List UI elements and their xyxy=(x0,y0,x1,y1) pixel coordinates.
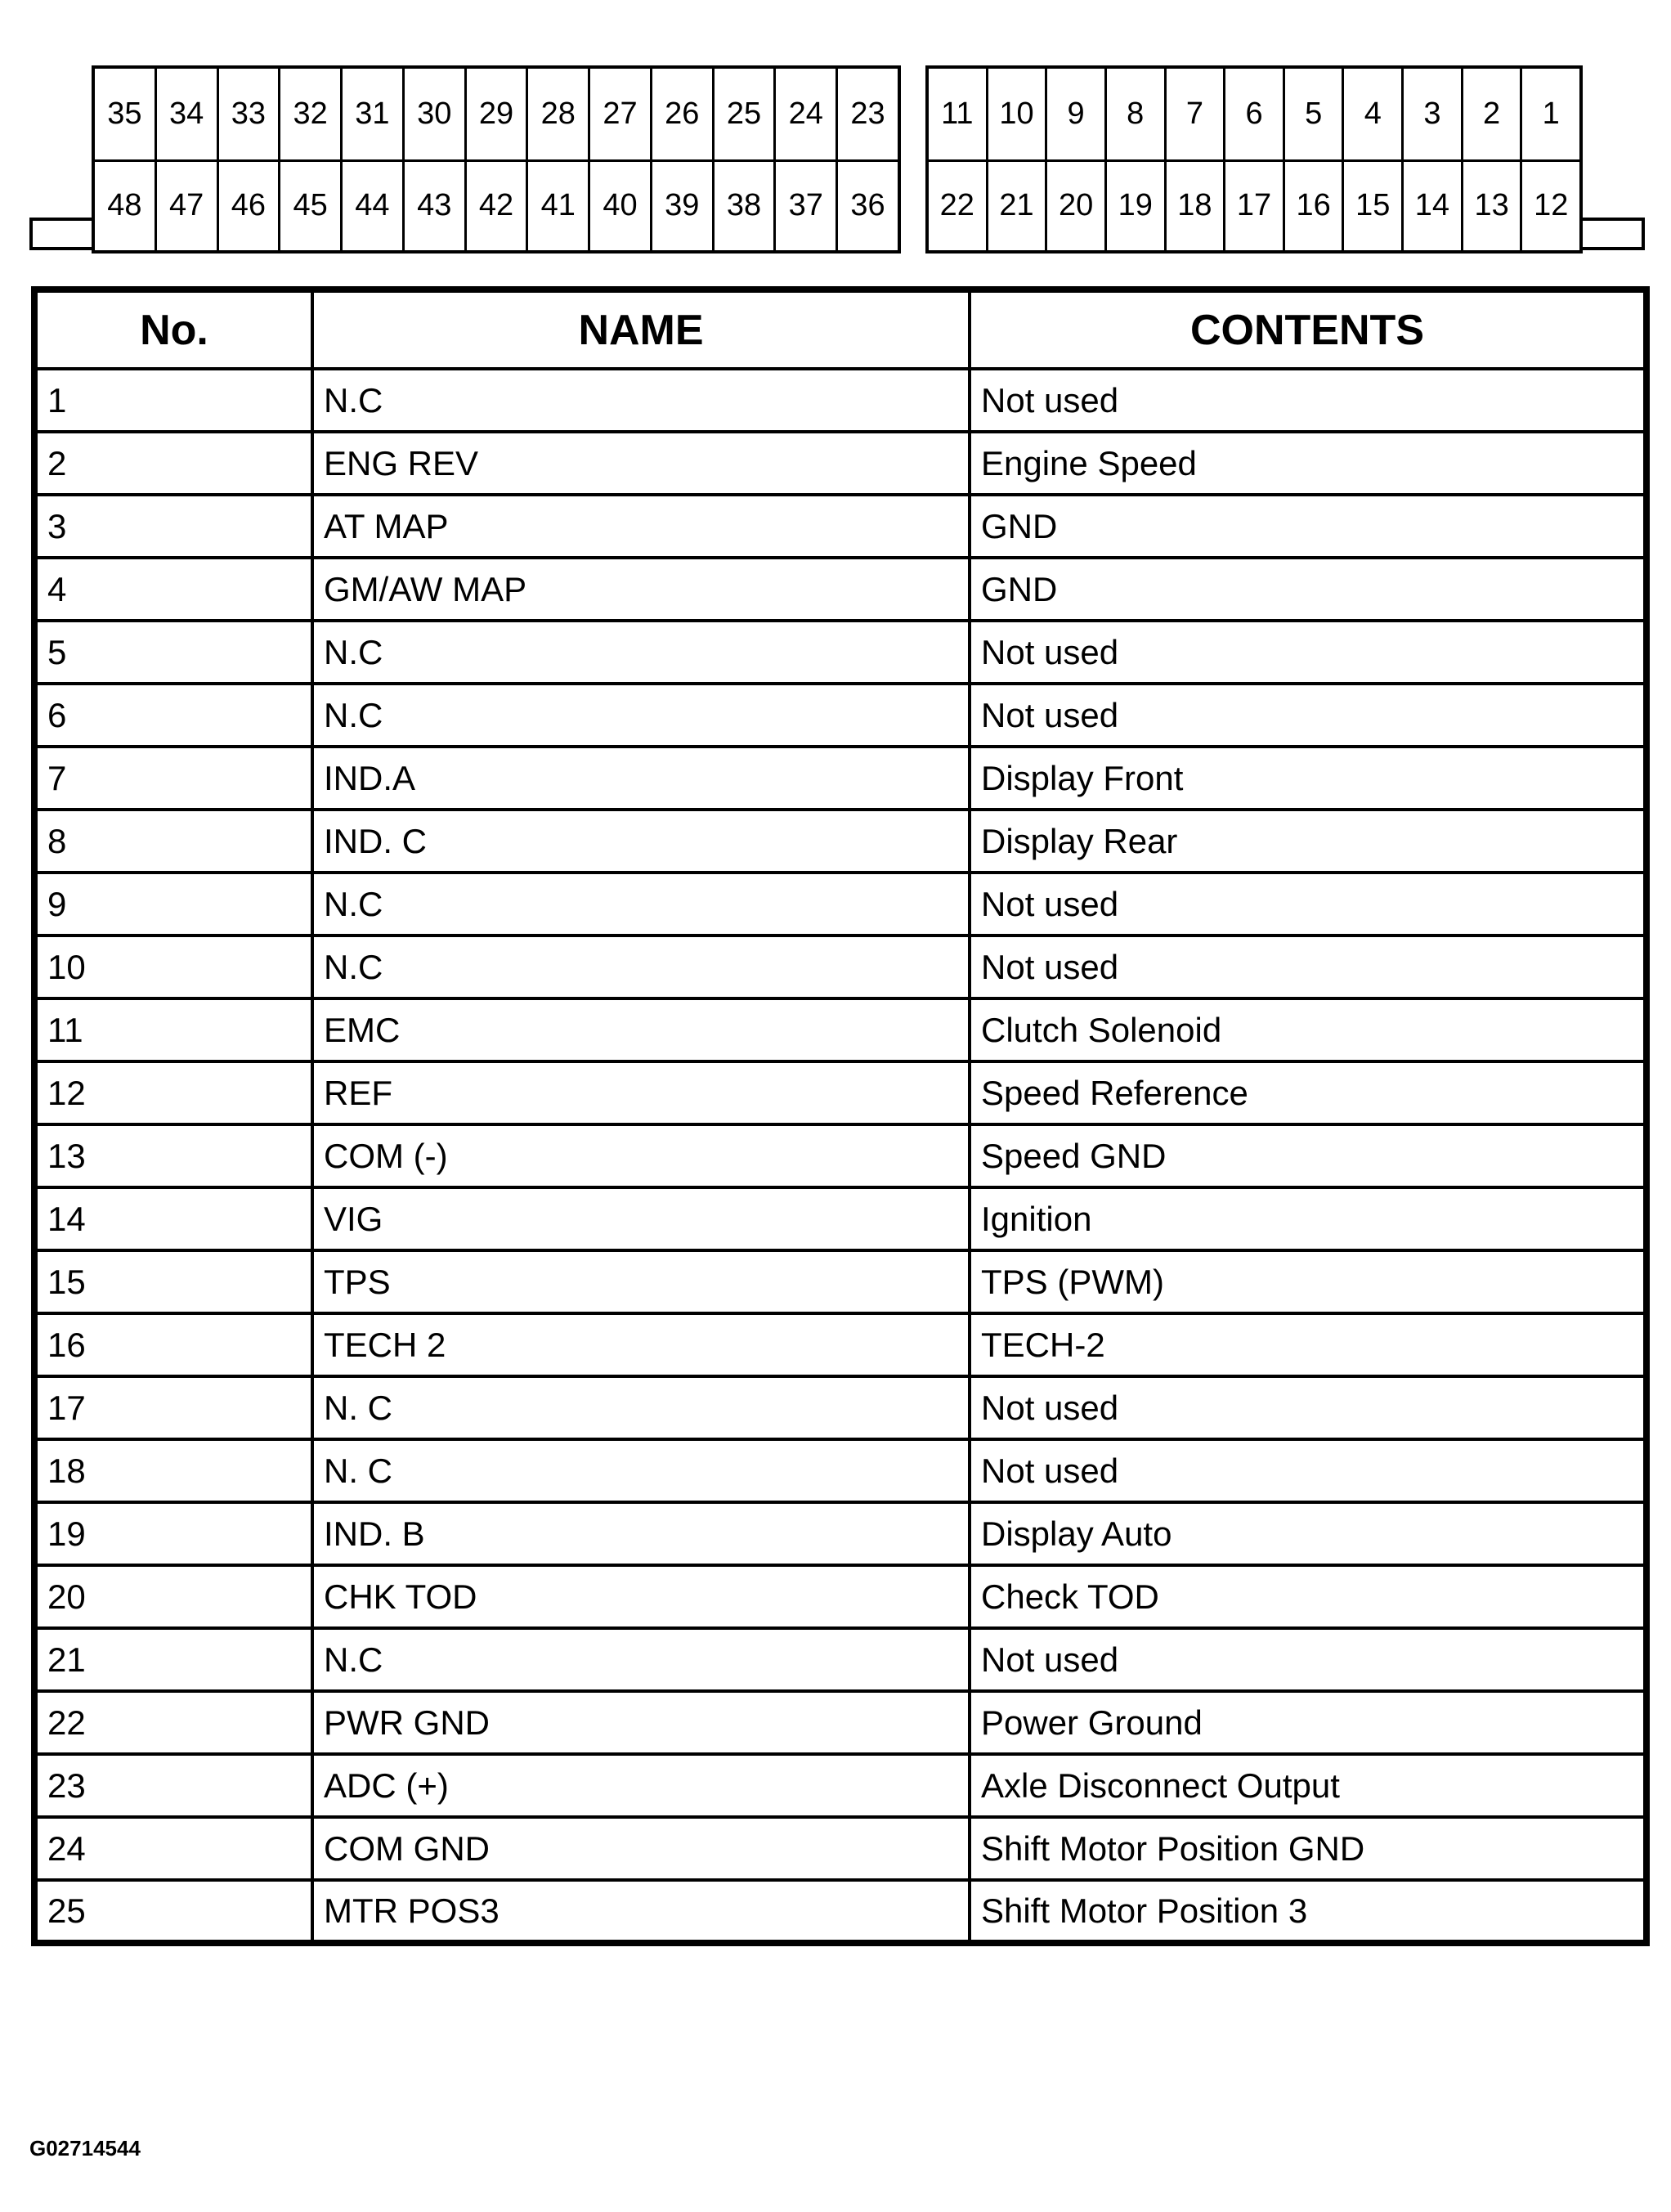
pin-name-cell: AT MAP xyxy=(312,495,970,558)
connector-diagram xyxy=(29,61,1645,265)
pin-name-cell: GM/AW MAP xyxy=(312,558,970,621)
connector-pin: 40 xyxy=(590,160,652,251)
pin-name-cell: N.C xyxy=(312,873,970,936)
pin-number-cell: 18 xyxy=(34,1439,312,1502)
pin-name-cell: ENG REV xyxy=(312,432,970,495)
pin-number-cell: 22 xyxy=(34,1691,312,1754)
connector-pin: 10 xyxy=(988,69,1048,159)
pin-contents-cell: Speed GND xyxy=(970,1124,1646,1187)
pin-contents-cell: Check TOD xyxy=(970,1565,1646,1628)
connector-pin: 39 xyxy=(652,160,715,251)
left-bottom-pin-row xyxy=(95,160,898,251)
connector-pin: 16 xyxy=(1285,160,1345,251)
header-contents: CONTENTS xyxy=(970,289,1646,369)
table-row xyxy=(34,747,1646,810)
connector-pin: 42 xyxy=(467,160,529,251)
pin-name-cell: COM GND xyxy=(312,1817,970,1880)
pin-number-cell: 1 xyxy=(34,369,312,432)
pin-number-cell: 23 xyxy=(34,1754,312,1817)
pin-number-cell: 16 xyxy=(34,1313,312,1376)
pin-name-cell: N. C xyxy=(312,1439,970,1502)
connector-right-block xyxy=(925,65,1583,254)
table-row xyxy=(34,1439,1646,1502)
connector-pin: 24 xyxy=(776,69,838,159)
pin-name-cell: TPS xyxy=(312,1250,970,1313)
connector-pin: 7 xyxy=(1167,69,1226,159)
pin-name-cell: TECH 2 xyxy=(312,1313,970,1376)
table-row xyxy=(34,1187,1646,1250)
pin-contents-cell: Ignition xyxy=(970,1187,1646,1250)
connector-right-latch xyxy=(1579,218,1645,250)
connector-pin: 45 xyxy=(280,160,343,251)
connector-pin: 15 xyxy=(1344,160,1404,251)
pin-contents-cell: Speed Reference xyxy=(970,1061,1646,1124)
pin-name-cell: N.C xyxy=(312,621,970,684)
table-row xyxy=(34,621,1646,684)
pin-number-cell: 10 xyxy=(34,936,312,998)
connector-pin: 41 xyxy=(528,160,590,251)
pin-number-cell: 5 xyxy=(34,621,312,684)
pin-name-cell: IND.A xyxy=(312,747,970,810)
connector-pin: 43 xyxy=(405,160,467,251)
pin-number-cell: 3 xyxy=(34,495,312,558)
pin-number-cell: 4 xyxy=(34,558,312,621)
table-row xyxy=(34,1061,1646,1124)
table-row xyxy=(34,1250,1646,1313)
connector-pin: 21 xyxy=(988,160,1048,251)
connector-pin: 1 xyxy=(1542,96,1560,131)
connector-pin: 37 xyxy=(776,160,838,251)
table-row xyxy=(34,1628,1646,1691)
connector-pin: 3 xyxy=(1404,69,1463,159)
table-row xyxy=(34,432,1646,495)
pin-number-cell: 14 xyxy=(34,1187,312,1250)
pin-number-cell: 15 xyxy=(34,1250,312,1313)
table-header-row xyxy=(34,289,1646,369)
pin-contents-cell: Power Ground xyxy=(970,1691,1646,1754)
pin-name-cell: PWR GND xyxy=(312,1691,970,1754)
pin-name-cell: ADC (+) xyxy=(312,1754,970,1817)
header-name: NAME xyxy=(312,289,970,369)
table-body xyxy=(34,369,1646,1943)
pin-contents-cell: Not used xyxy=(970,1439,1646,1502)
connector-pin: 44 xyxy=(343,160,405,251)
pin-contents-cell: Not used xyxy=(970,684,1646,747)
connector-pin: 9 xyxy=(1047,69,1107,159)
pin-contents-cell: Display Rear xyxy=(970,810,1646,873)
pin-contents-cell: Not used xyxy=(970,936,1646,998)
table-row xyxy=(34,1691,1646,1754)
pin-number-cell: 12 xyxy=(34,1061,312,1124)
connector-left-latch xyxy=(29,218,95,250)
pin-number-cell: 19 xyxy=(34,1502,312,1565)
pin-number-cell: 17 xyxy=(34,1376,312,1439)
right-top-pin-row xyxy=(929,69,1579,162)
table-row xyxy=(34,1502,1646,1565)
connector-pin: 27 xyxy=(590,69,652,159)
connector-pin: 20 xyxy=(1047,160,1107,251)
pin-contents-cell: Shift Motor Position GND xyxy=(970,1817,1646,1880)
connector-pin: 23 xyxy=(850,96,885,131)
pin-number-cell: 24 xyxy=(34,1817,312,1880)
pin-number-cell: 9 xyxy=(34,873,312,936)
connector-pin: 34 xyxy=(157,69,219,159)
left-top-pin-row xyxy=(95,69,898,162)
pin-contents-cell: Display Auto xyxy=(970,1502,1646,1565)
connector-pin: 29 xyxy=(467,69,529,159)
pin-number-cell: 6 xyxy=(34,684,312,747)
connector-pin: 19 xyxy=(1107,160,1167,251)
pin-number-cell: 13 xyxy=(34,1124,312,1187)
pin-contents-cell: GND xyxy=(970,495,1646,558)
pin-contents-cell: Not used xyxy=(970,1628,1646,1691)
pin-name-cell: IND. C xyxy=(312,810,970,873)
header-no: No. xyxy=(34,289,312,369)
connector-pin: 32 xyxy=(280,69,343,159)
pin-contents-cell: Not used xyxy=(970,621,1646,684)
connector-pin: 46 xyxy=(219,160,281,251)
pin-contents-cell: TECH-2 xyxy=(970,1313,1646,1376)
table-row xyxy=(34,810,1646,873)
table-row xyxy=(34,936,1646,998)
connector-left-block xyxy=(92,65,901,254)
right-bottom-pin-row xyxy=(929,160,1579,251)
pin-name-cell: CHK TOD xyxy=(312,1565,970,1628)
pin-contents-cell: Not used xyxy=(970,369,1646,432)
connector-pin: 8 xyxy=(1107,69,1167,159)
table-row xyxy=(34,1565,1646,1628)
connector-pin: 31 xyxy=(343,69,405,159)
pin-name-cell: IND. B xyxy=(312,1502,970,1565)
connector-pin: 33 xyxy=(219,69,281,159)
table-row xyxy=(34,1376,1646,1439)
pin-contents-cell: Display Front xyxy=(970,747,1646,810)
pin-name-cell: MTR POS3 xyxy=(312,1880,970,1943)
pin-contents-cell: Not used xyxy=(970,873,1646,936)
pin-number-cell: 8 xyxy=(34,810,312,873)
connector-pin: 25 xyxy=(715,69,777,159)
connector-pin: 18 xyxy=(1167,160,1226,251)
pin-number-cell: 11 xyxy=(34,998,312,1061)
connector-pin: 30 xyxy=(405,69,467,159)
table-row xyxy=(34,495,1646,558)
pin-number-cell: 2 xyxy=(34,432,312,495)
connector-pin: 47 xyxy=(157,160,219,251)
pin-name-cell: N.C xyxy=(312,936,970,998)
connector-pin: 38 xyxy=(715,160,777,251)
connector-pin: 13 xyxy=(1463,160,1523,251)
connector-pin: 6 xyxy=(1225,69,1285,159)
pin-name-cell: N.C xyxy=(312,369,970,432)
connector-pin: 11 xyxy=(929,69,988,159)
table-row xyxy=(34,1817,1646,1880)
table-row xyxy=(34,558,1646,621)
connector-pin: 22 xyxy=(929,160,988,251)
pin-contents-cell: TPS (PWM) xyxy=(970,1250,1646,1313)
connector-pin: 36 xyxy=(850,188,885,222)
connector-pin: 14 xyxy=(1404,160,1463,251)
connector-pin: 5 xyxy=(1285,69,1345,159)
table-row xyxy=(34,369,1646,432)
pin-name-cell: N.C xyxy=(312,1628,970,1691)
connector-pin: 17 xyxy=(1225,160,1285,251)
pin-contents-cell: Axle Disconnect Output xyxy=(970,1754,1646,1817)
connector-pin: 48 xyxy=(95,160,157,251)
table-row xyxy=(34,1754,1646,1817)
pin-name-cell: N.C xyxy=(312,684,970,747)
pin-assignment-table xyxy=(31,286,1650,1946)
pin-contents-cell: Not used xyxy=(970,1376,1646,1439)
connector-pin: 28 xyxy=(528,69,590,159)
table-row xyxy=(34,998,1646,1061)
table-row xyxy=(34,1313,1646,1376)
connector-pin: 2 xyxy=(1463,69,1523,159)
pin-name-cell: EMC xyxy=(312,998,970,1061)
pin-name-cell: COM (-) xyxy=(312,1124,970,1187)
table-row xyxy=(34,873,1646,936)
connector-pin: 12 xyxy=(1534,188,1569,222)
pin-number-cell: 7 xyxy=(34,747,312,810)
pin-contents-cell: Clutch Solenoid xyxy=(970,998,1646,1061)
pin-name-cell: N. C xyxy=(312,1376,970,1439)
connector-pin: 35 xyxy=(95,69,157,159)
table-row xyxy=(34,684,1646,747)
pin-contents-cell: Shift Motor Position 3 xyxy=(970,1880,1646,1943)
pin-name-cell: VIG xyxy=(312,1187,970,1250)
connector-pin: 4 xyxy=(1344,69,1404,159)
pin-number-cell: 25 xyxy=(34,1880,312,1943)
pin-number-cell: 20 xyxy=(34,1565,312,1628)
figure-id: G02714544 xyxy=(29,2136,141,2160)
pin-contents-cell: Engine Speed xyxy=(970,432,1646,495)
pin-contents-cell: GND xyxy=(970,558,1646,621)
pin-number-cell: 21 xyxy=(34,1628,312,1691)
connector-pin: 26 xyxy=(652,69,715,159)
table-row xyxy=(34,1124,1646,1187)
table-row xyxy=(34,1880,1646,1943)
pin-name-cell: REF xyxy=(312,1061,970,1124)
